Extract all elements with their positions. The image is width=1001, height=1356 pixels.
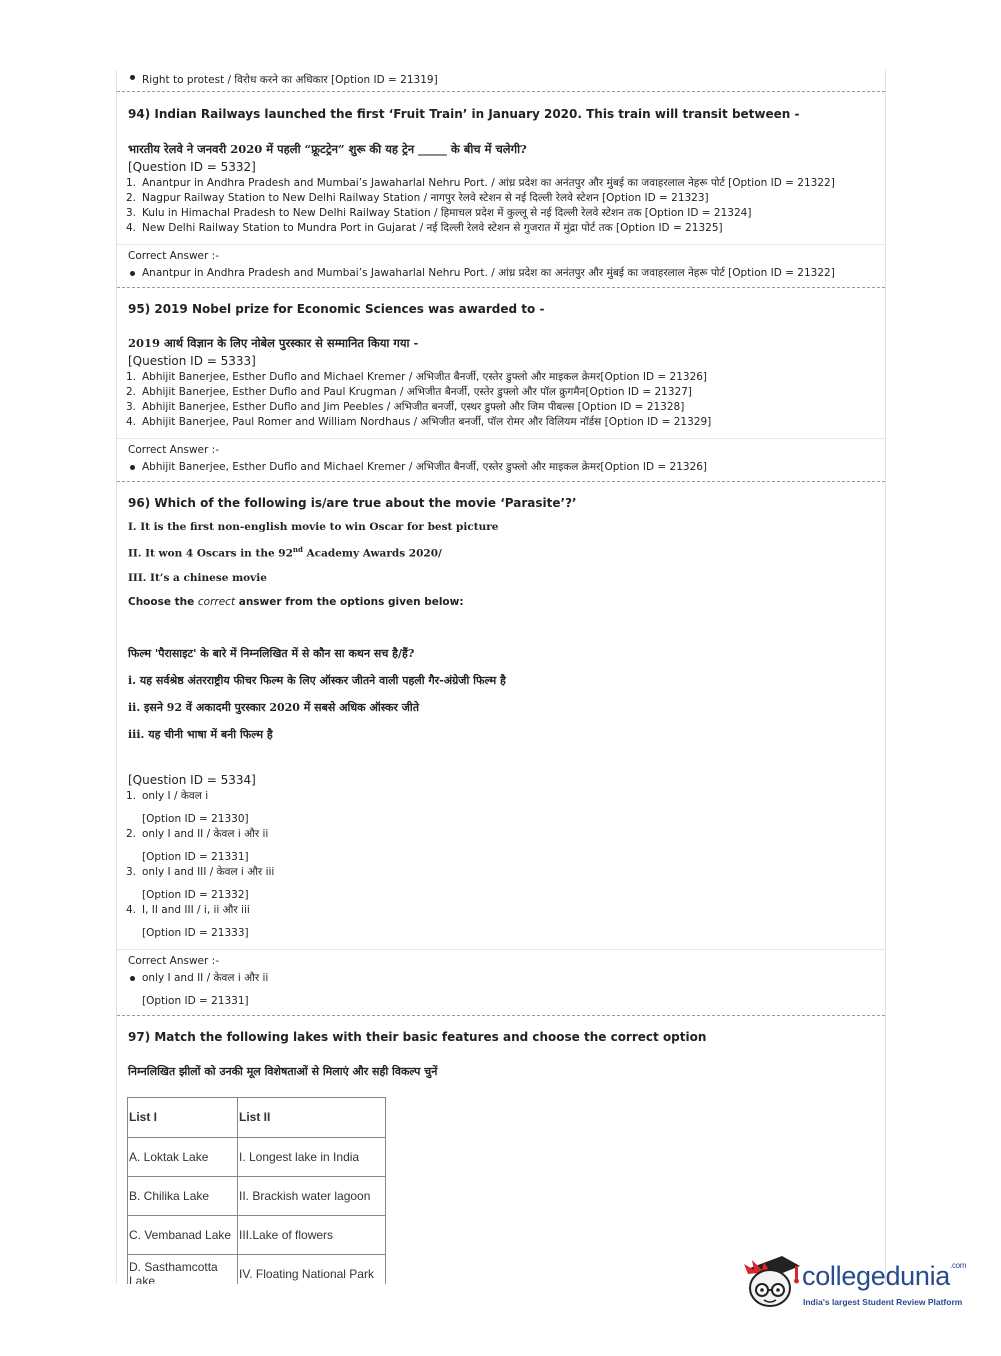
statement-3: III. It’s a chinese movie	[128, 571, 267, 584]
table-cell: II. Brackish water lagoon	[238, 1176, 386, 1215]
correct-answer-label: Correct Answer :-	[128, 954, 219, 967]
question-94	[117, 107, 885, 281]
table-row	[128, 1137, 386, 1176]
option-id: [Option ID = 21331]	[142, 850, 249, 863]
option-id: [Option ID = 21332]	[142, 888, 249, 901]
table-cell: A. Loktak Lake	[128, 1137, 238, 1176]
question-paper-page	[116, 70, 886, 1284]
divider	[117, 481, 885, 482]
option-item: 3. only I and III / केवल i और iii	[126, 865, 275, 878]
question-94-hindi: भारतीय रेलवे ने जनवरी 2020 में पहली “फ्रूटट्रेन” शुरू की यह ट्रेन _____ के बीच में चलेगी?	[128, 142, 527, 156]
statement-1: I. It is the first non-english movie to win Oscar for best picture	[128, 521, 499, 533]
correct-answer-id: [Option ID = 21331]	[142, 994, 249, 1007]
correct-answer: only I and II / केवल i और ii	[117, 971, 885, 986]
table-cell: C. Vembanad Lake	[128, 1215, 238, 1254]
option-item: 1. Abhijit Banerjee, Esther Duflo and Michael Kremer / अभिजीत बैनर्जी, एस्तेर डुफ्लो और माइकल क्रेमर[Option ID = 21326]	[126, 371, 708, 383]
mascot-icon	[742, 1244, 804, 1314]
question-94-id: [Question ID = 5332]	[128, 160, 256, 174]
hindi-statement-3: iii. यह चीनी भाषा में बनी फिल्म है	[128, 727, 273, 741]
divider	[117, 91, 885, 92]
option-item: 4. Abhijit Banerjee, Paul Romer and William Nordhaus / अभिजीत बनर्जी, पॉल रोमर और विलियम नॉर्डस [Option ID = 21329]	[126, 416, 712, 428]
brand-tagline: India's largest Student Review Platform	[803, 1297, 963, 1307]
question-95-options	[117, 370, 885, 430]
option-id: [Option ID = 21333]	[142, 926, 249, 939]
correct-answer-label: Correct Answer :-	[128, 250, 219, 262]
question-94-title: 94) Indian Railways launched the first ‘Fruit Train’ in January 2020. This train will transit between -	[128, 107, 800, 121]
question-96-id: [Question ID = 5334]	[128, 772, 256, 787]
question-97-hindi: निम्नलिखित झीलों को उनकी मूल विशेषताओं से मिलाएं और सही विकल्प चुनें	[128, 1064, 438, 1078]
option-item: 2. only I and II / केवल i और ii	[126, 827, 269, 840]
table-header: List II	[238, 1097, 386, 1137]
correct-answer: Abhijit Banerjee, Esther Duflo and Michael Kremer / अभिजीत बैनर्जी, एस्तेर डुफ्लो और माइकल क्रेमर[Option ID = 21326]	[117, 460, 885, 475]
question-95	[117, 302, 885, 475]
table-cell: IV. Floating National Park	[238, 1254, 386, 1284]
question-95-id: [Question ID = 5333]	[128, 354, 256, 368]
previous-answer-line: Right to protest / विरोध करने का अधिकार [Option ID = 21319]	[117, 70, 885, 88]
option-item: 3. Kulu in Himachal Pradesh to New Delhi Railway Station / हिमाचल प्रदेश में कुल्लू से नई दिल्ली रेलवे स्टेशन तक [Option ID = 21324]	[126, 207, 752, 219]
table-row	[128, 1215, 386, 1254]
question-96-options	[117, 789, 885, 941]
table-cell: D. Sasthamcotta Lake	[128, 1254, 238, 1284]
divider	[117, 438, 885, 439]
choose-instruction: Choose the correct answer from the options given below:	[128, 595, 464, 608]
question-96	[117, 496, 885, 1009]
option-item: 1. Anantpur in Andhra Pradesh and Mumbai’s Jawaharlal Nehru Port. / आंध्र प्रदेश का अनंतपुर और मुंबई का जवाहरलाल नेहरू पोर्ट [Option ID = 21322]	[126, 177, 835, 189]
table-cell: I. Longest lake in India	[238, 1137, 386, 1176]
option-item: 2. Nagpur Railway Station to New Delhi Railway Station / नागपुर रेलवे स्टेशन से नई दिल्ली रेलवे स्टेशन [Option ID = 21323]	[126, 192, 709, 204]
table-header-row	[128, 1097, 386, 1137]
option-item: 1. only I / केवल i	[126, 789, 209, 802]
question-96-title: 96) Which of the following is/are true about the movie ‘Parasite’?’	[128, 496, 577, 510]
table-cell: III.Lake of flowers	[238, 1215, 386, 1254]
question-95-hindi: 2019 आर्थ विज्ञान के लिए नोबेल पुरस्कार से सम्मानित किया गया -	[128, 336, 419, 350]
question-95-title: 95) 2019 Nobel prize for Economic Sciences was awarded to -	[128, 302, 545, 316]
option-item: 3. Abhijit Banerjee, Esther Duflo and Jim Peebles / अभिजीत बनर्जी, एस्थर डुफ्लो और जिम पीबल्स [Option ID = 21328]	[126, 401, 685, 413]
divider	[117, 1015, 885, 1016]
divider	[117, 949, 885, 950]
correct-answer-label: Correct Answer :-	[128, 444, 219, 456]
correct-answer: Anantpur in Andhra Pradesh and Mumbai’s Jawaharlal Nehru Port. / आंध्र प्रदेश का अनंतपुर और मुंबई का जवाहरलाल नेहरू पोर्ट [Option ID = 21322]	[117, 266, 885, 281]
question-97-title: 97) Match the following lakes with their basic features and choose the correct option	[128, 1029, 707, 1044]
previous-answer-block	[117, 70, 885, 91]
divider	[117, 287, 885, 288]
brand-name: collegedunia$^{.com}$	[802, 1261, 967, 1291]
option-id: [Option ID = 21330]	[142, 812, 249, 825]
table-cell: B. Chilika Lake	[128, 1176, 238, 1215]
statement-2: II. It won 4 Oscars in the 92nd Academy Awards 2020/	[128, 545, 442, 560]
hindi-question: फिल्म 'पैरासाइट' के बारे में निम्नलिखित में से कौन सा कथन सच है/हैं?	[128, 646, 415, 660]
option-item: 4. New Delhi Railway Station to Mundra Port in Gujarat / नई दिल्ली रेलवे स्टेशन से गुजरात में मुंद्रा पोर्ट तक [Option ID = 21325]	[126, 222, 723, 234]
question-94-options	[117, 176, 885, 236]
match-table	[127, 1097, 386, 1285]
option-item: 4. I, II and III / i, ii और iii	[126, 903, 250, 916]
table-header: List I	[128, 1097, 238, 1137]
hindi-statement-2: ii. इसने 92 वें अकादमी पुरस्कार 2020 में सबसे अधिक ऑस्कर जीते	[128, 700, 420, 714]
table-row	[128, 1176, 386, 1215]
collegedunia-logo[interactable]	[742, 1244, 972, 1314]
option-item: 2. Abhijit Banerjee, Esther Duflo and Paul Krugman / अभिजीत बैनर्जी, एस्तेर डुफ्लो और पॉल क्रुगमैन[Option ID = 21327]	[126, 386, 692, 398]
divider	[117, 244, 885, 245]
table-row	[128, 1254, 386, 1284]
hindi-statement-1: i. यह सर्वश्रेष्ठ अंतरराष्ट्रीय फीचर फिल्म के लिए ऑस्कर जीतने वाली पहली गैर-अंग्रेजी फिल्म है	[128, 673, 506, 687]
